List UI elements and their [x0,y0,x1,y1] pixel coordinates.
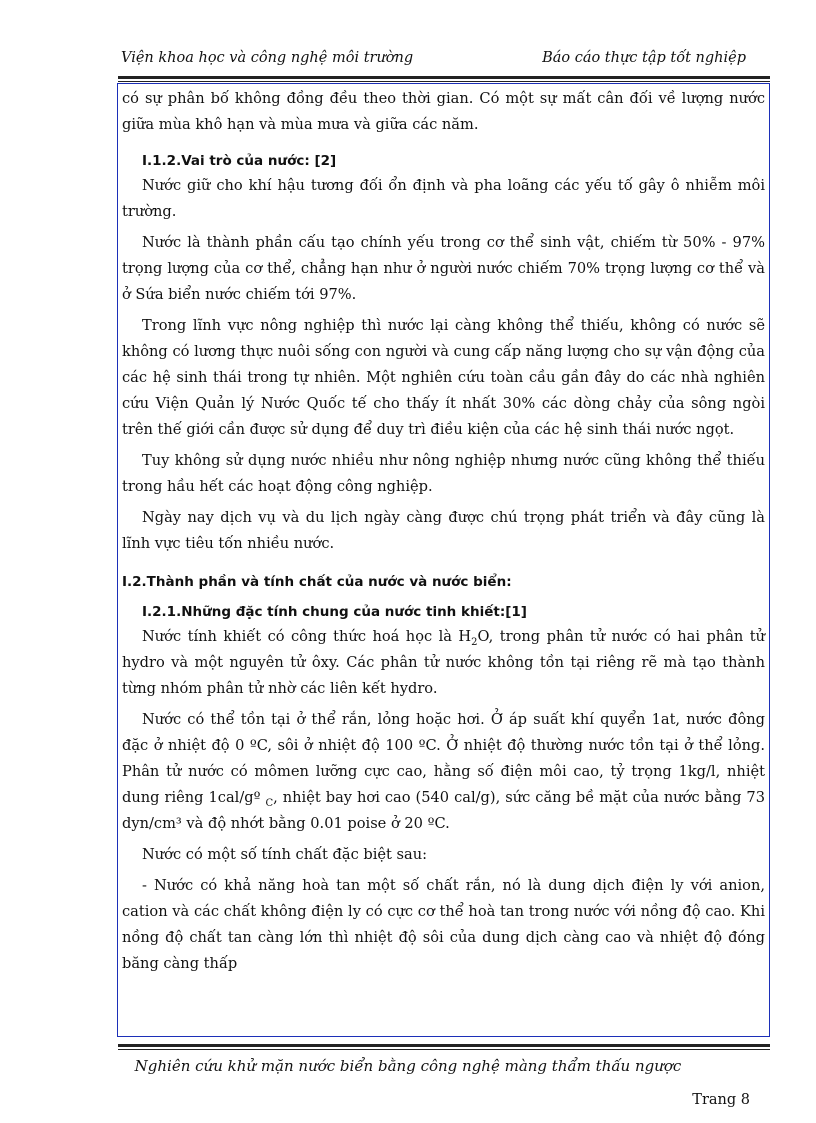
paragraph: Nước giữ cho khí hậu tương đối ổn định và pha loãng các yếu tố gây ô nhiễm môi trường. [122,177,765,220]
header-rule-thick [118,76,770,79]
paragraph: Trong lĩnh vực nông nghiệp thì nước lại càng không thể thiếu, không có nước sẽ không có lương thực nuôi sống con người và cung cấp năng lượng cho sự vận động của các hệ sinh thái trong tự nhiên. Một nghiên cứu toàn cầu gần đây do các nhà nghiên cứu Viện Quản lý Nước Quốc tế cho thấy ít nhất 30% các dòng chảy của sông ngòi trên thế giới cần được sử dụng để duy trì điều kiện của các hệ sinh thái nước ngọt. [122,317,765,438]
header-institute: Viện khoa học và công nghệ môi trường [121,50,414,66]
page-number: Trang 8 [692,1092,750,1108]
text: , nhiệt bay hơi cao (540 cal/g), sức căng bề mặt của nước bằng 73 dyn/cm³ và độ nhớt bằng 0.01 poise ở 20 ºC. [122,789,765,832]
paragraph: Tuy không sử dụng nước nhiều như nông nghiệp nhưng nước cũng không thể thiếu trong hầu hết các hoạt động công nghiệp. [122,452,765,495]
footer-rule-thin [118,1049,770,1050]
footer-rule-thick [118,1044,770,1047]
subscript: 2 [471,636,478,648]
header-report-title: Báo cáo thực tập tốt nghiệp [542,50,746,66]
paragraph: Ngày nay dịch vụ và du lịch ngày càng được chú trọng phát triển và đây cũng là lĩnh vực tiêu tốn nhiều nước. [122,509,765,552]
page-header [121,50,746,72]
paragraph-physical-props [122,707,765,837]
paragraph: Nước là thành phần cấu tạo chính yếu trong cơ thể sinh vật, chiếm từ 50% - 97% trọng lượng của cơ thể, chẳng hạn như ở người nước chiếm 70% trọng lượng cơ thể và ở Sứa biển nước chiếm tới 97%. [122,234,765,303]
paragraph-continuation: có sự phân bố không đồng đều theo thời gian. Có một sự mất cân đối về lượng nước giữa mùa khô hạn và mùa mưa và giữa các năm. [122,90,765,133]
list-item: - Nước có khả năng hoà tan một số chất rắn, nó là dung dịch điện ly với anion, cation và các chất không điện ly có cực cơ thể hoà tan trong nước với nồng độ cao. Khi nồng độ chất tan càng lớn thì nhiệt độ sôi của dung dịch càng cao và nhiệt độ đóng băng càng thấp [122,877,765,972]
text: O, trong phân tử nước có hai phân tử hydro và một nguyên tử ôxy. Các phân tử nước không tồn tại riêng rẽ mà tạo thành từng nhóm phân tử nhờ các liên kết hydro. [122,628,766,697]
text: Nước tính khiết có công thức hoá học là H [142,628,472,645]
header-rule-thin [118,81,770,82]
footer-title: Nghiên cứu khử mặn nước biển bằng công nghệ màng thẩm thấu ngược [134,1057,682,1075]
paragraph-formula [122,624,765,702]
heading-composition: I.2.Thành phần và tính chất của nước và nước biển: [122,574,512,590]
subscript: C [265,797,274,809]
text: Nước có thể tồn tại ở thể rắn, lỏng hoặc hơi. Ở áp suất khí quyển 1at, nước đông đặc ở nhiệt độ 0 ºC, sôi ở nhiệt độ 100 ºC. Ở nhiệt độ thường nước tồn tại ở thể lỏng. Phân tử nước có mômen lưỡng cực cao, hằng số điện môi cao, tỷ trọng 1kg/l, nhiệt dung riêng 1cal/gº [122,711,765,806]
paragraph: Nước có một số tính chất đặc biệt sau: [142,846,428,863]
page-content [122,86,765,982]
heading-pure-water-properties: I.2.1.Những đặc tính chung của nước tinh khiết:[1] [142,604,527,620]
heading-water-role: I.1.2.Vai trò của nước: [2] [142,153,337,169]
